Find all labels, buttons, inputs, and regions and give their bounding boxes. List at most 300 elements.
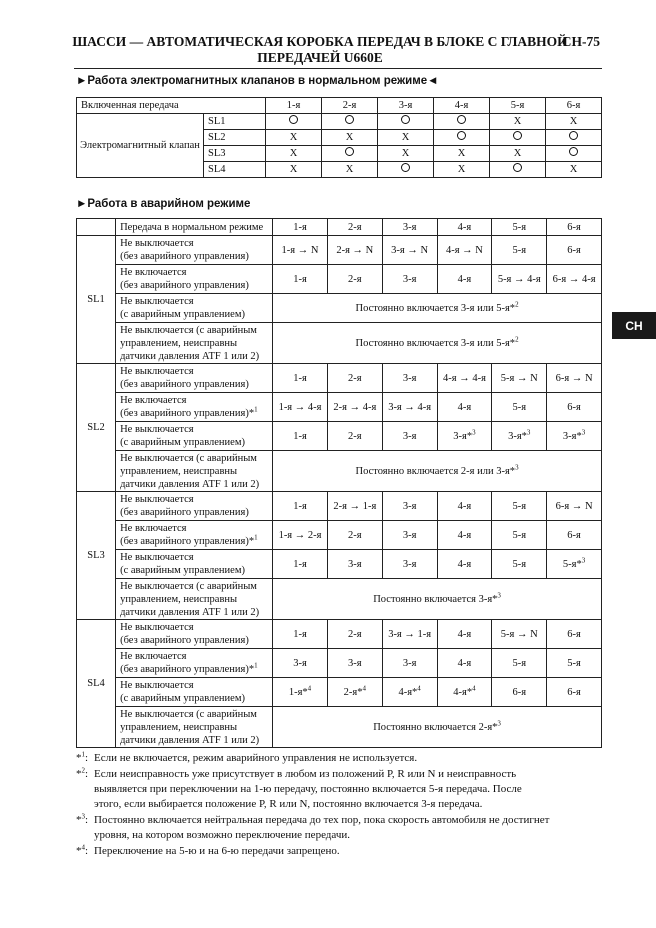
condition-line <box>120 593 270 606</box>
gear-header-cell: 1-я <box>273 219 328 236</box>
on-state-circle <box>569 131 578 140</box>
on-state-circle <box>345 147 354 156</box>
state-cell <box>322 130 378 146</box>
result-text: 3-я* <box>508 430 527 442</box>
result-cell <box>382 649 437 678</box>
result-text: 3-я* <box>453 430 473 442</box>
result-cell <box>327 550 382 579</box>
result-text: 1-я <box>293 558 307 570</box>
condition-line: Не выключается <box>120 552 194 563</box>
section1-title: ►Работа электромагнитных клапанов в нормальном режиме◄ <box>76 75 439 87</box>
state-cell <box>490 130 546 146</box>
gear-header-cell: 2-я <box>327 219 382 236</box>
result-cell <box>273 550 328 579</box>
footnote-text <box>94 844 606 859</box>
result-cell <box>327 265 382 294</box>
condition-line <box>120 535 270 548</box>
on-state-circle <box>457 131 466 140</box>
result-cell <box>273 265 328 294</box>
table-row <box>77 364 602 393</box>
footnote-text <box>94 813 606 843</box>
header-title-line1: ШАССИ — АВТОМАТИЧЕСКАЯ КОРОБКА ПЕРЕДАЧ В БЛОКЕ С ГЛАВНОЙ <box>72 34 568 49</box>
state-cell <box>266 130 322 146</box>
condition-line: Не выключается <box>120 424 194 435</box>
result-text: 1-я <box>293 628 307 640</box>
result-cell <box>437 265 492 294</box>
result-text: 2-я* <box>343 686 363 698</box>
result-text: 4-я <box>457 558 472 570</box>
result-cell <box>492 620 547 649</box>
condition-line: Не включается <box>120 395 187 406</box>
result-text: 4-я <box>457 628 472 640</box>
table-header-row <box>77 98 602 114</box>
condition-line <box>120 279 270 292</box>
footnote-marker <box>76 767 94 812</box>
condition-line: Не включается <box>120 523 187 534</box>
result-text: 4-я <box>457 273 472 285</box>
condition-cell <box>116 294 273 323</box>
condition-line: Не выключается (с аварийным <box>120 708 257 720</box>
result-text: 2-я → N <box>336 244 374 256</box>
gear-header-cell: 6-я <box>547 219 602 236</box>
result-text: 2-я <box>348 430 362 442</box>
condition-cell <box>116 451 273 492</box>
condition-text: (без аварийного управления)* <box>120 536 255 547</box>
result-text-sup: 3 <box>472 428 476 436</box>
footnote-number: 1 <box>81 750 85 759</box>
result-cell <box>547 265 602 294</box>
footnote-number: 2 <box>81 766 85 775</box>
state-cell <box>546 130 602 146</box>
condition-text: (без аварийного управления)* <box>120 664 255 675</box>
result-cell <box>547 393 602 422</box>
result-cell <box>492 678 547 707</box>
result-text: 5-я <box>512 657 527 669</box>
condition-cell <box>116 579 273 620</box>
solenoid-normal-table <box>76 97 602 178</box>
table-row <box>77 236 602 265</box>
span-result-cell <box>273 707 602 748</box>
result-cell <box>382 521 437 550</box>
condition-line <box>120 407 270 420</box>
on-state-circle <box>457 115 466 124</box>
result-text-sup: 4 <box>417 684 421 692</box>
off-state-x: X <box>401 148 410 159</box>
condition-text: управлением, неисправны <box>120 465 238 477</box>
condition-text-sup: 1 <box>254 661 258 670</box>
footnote-star: * <box>76 768 82 780</box>
result-cell <box>437 364 492 393</box>
valve-label: SL2 <box>77 364 116 492</box>
condition-text: (без аварийного управления) <box>120 507 249 518</box>
off-state-x: X <box>289 132 298 143</box>
condition-cell <box>116 265 273 294</box>
result-cell <box>382 393 437 422</box>
state-cell <box>490 162 546 178</box>
footnote-line: Если неисправность уже присутствует в любом из положений P, R или N и неисправность <box>94 768 517 780</box>
result-cell <box>437 492 492 521</box>
condition-text-sup: 1 <box>254 405 258 414</box>
result-cell <box>327 649 382 678</box>
result-text: 4-я → N <box>445 244 483 256</box>
condition-text: управлением, неисправны <box>120 337 238 349</box>
result-text: 1-я → 2-я <box>278 529 322 541</box>
span-result-text: Постоянно включается 3-я* <box>373 593 498 605</box>
result-text: 3-я → 1-я <box>388 628 432 640</box>
footnote-star: * <box>76 814 82 826</box>
condition-text: (с аварийным управлением) <box>120 437 245 448</box>
off-state-x: X <box>457 164 466 175</box>
result-cell <box>327 364 382 393</box>
condition-cell <box>116 323 273 364</box>
result-text: 2-я <box>348 628 362 640</box>
section-tab: CH <box>612 312 656 339</box>
result-text: 1-я <box>293 430 307 442</box>
span-result-text: Постоянно включается 2-я или 3-я* <box>355 465 516 477</box>
result-text: 5-я* <box>562 558 582 570</box>
result-cell <box>327 236 382 265</box>
span-result-text-sup: 3 <box>515 463 519 471</box>
gear-header-cell: 5-я <box>492 219 547 236</box>
condition-text: управлением, неисправны <box>120 593 238 605</box>
page-header-title <box>70 34 570 66</box>
table-row <box>77 620 602 649</box>
result-cell <box>327 393 382 422</box>
table-row <box>77 422 602 451</box>
span-result-cell <box>273 294 602 323</box>
condition-line: датчики давления ATF 1 или 2) <box>120 478 260 490</box>
state-cell <box>322 162 378 178</box>
condition-line <box>120 337 270 350</box>
on-state-circle <box>289 115 298 124</box>
condition-line <box>120 634 270 647</box>
result-cell <box>273 422 328 451</box>
on-state-circle <box>401 115 410 124</box>
result-text: 6-я <box>567 244 581 256</box>
condition-cell <box>116 620 273 649</box>
footnote-star: * <box>76 845 82 857</box>
table-row <box>77 114 602 130</box>
gear-header-cell: 6-я <box>546 98 602 114</box>
condition-text: (без аварийного управления) <box>120 379 249 390</box>
footnote <box>76 767 606 812</box>
span-result-cell <box>273 451 602 492</box>
result-text: 3-я <box>402 372 417 384</box>
result-text-sup: 4 <box>307 684 312 692</box>
result-text: 6-я → N <box>555 372 593 384</box>
condition-text-sup: 1 <box>254 533 258 542</box>
result-cell <box>382 364 437 393</box>
condition-line <box>120 692 270 705</box>
result-text: 1-я <box>293 500 307 512</box>
result-cell <box>273 678 328 707</box>
on-state-circle <box>345 115 354 124</box>
corner-cell <box>77 219 116 236</box>
condition-line <box>120 506 270 519</box>
state-cell <box>378 114 434 130</box>
valve-label: SL4 <box>77 620 116 748</box>
result-text-sup: 4 <box>472 684 476 692</box>
result-text: 3-я* <box>562 430 582 442</box>
table-row <box>77 492 602 521</box>
state-cell <box>322 146 378 162</box>
result-text: 1-я* <box>288 686 308 698</box>
result-text: 5-я <box>512 401 527 413</box>
result-text: 3-я <box>293 657 307 669</box>
result-text: 6-я <box>567 401 581 413</box>
on-state-circle <box>401 163 410 172</box>
table-row <box>77 323 602 364</box>
state-cell <box>266 146 322 162</box>
span-result-cell <box>273 323 602 364</box>
table-row <box>77 451 602 492</box>
result-cell <box>492 521 547 550</box>
result-cell <box>492 265 547 294</box>
condition-cell <box>116 550 273 579</box>
valve-label: SL3 <box>77 492 116 620</box>
result-text: 3-я <box>402 500 417 512</box>
result-cell <box>547 364 602 393</box>
result-cell <box>492 649 547 678</box>
result-text: 4-я <box>457 401 472 413</box>
result-cell <box>492 422 547 451</box>
footnote-marker <box>76 751 94 766</box>
gear-header-cell: 1-я <box>266 98 322 114</box>
table-header-cell: Передача в нормальном режиме <box>116 219 273 236</box>
footnote-text <box>94 751 606 766</box>
gear-header-cell: 3-я <box>378 98 434 114</box>
condition-text: (с аварийным управлением) <box>120 309 245 320</box>
condition-line <box>120 250 270 263</box>
result-cell <box>437 678 492 707</box>
condition-line <box>120 308 270 321</box>
footnote-colon: : <box>85 814 89 826</box>
gear-header-cell: 3-я <box>382 219 437 236</box>
off-state-x: X <box>401 132 410 143</box>
condition-line <box>120 721 270 734</box>
on-state-circle <box>513 131 522 140</box>
footnote-colon: : <box>85 752 89 764</box>
result-cell <box>327 678 382 707</box>
header-divider <box>74 68 602 69</box>
footnote-text <box>94 767 606 812</box>
result-text: 2-я <box>348 529 362 541</box>
condition-line: датчики давления ATF 1 или 2) <box>120 350 260 362</box>
result-cell <box>492 550 547 579</box>
footnote-number: 3 <box>81 812 85 821</box>
result-cell <box>437 550 492 579</box>
condition-line: Не выключается (с аварийным <box>120 580 257 592</box>
section2-title: ►Работа в аварийном режиме <box>76 198 251 210</box>
footnote-number: 4 <box>81 843 85 852</box>
result-cell <box>547 678 602 707</box>
result-text: 1-я → N <box>281 244 319 256</box>
condition-cell <box>116 707 273 748</box>
result-cell <box>547 422 602 451</box>
result-text: 3-я <box>402 657 417 669</box>
state-cell <box>546 146 602 162</box>
result-text: 2-я <box>348 273 362 285</box>
state-cell <box>434 162 490 178</box>
condition-cell <box>116 492 273 521</box>
condition-line: Не выключается (с аварийным <box>120 324 257 336</box>
result-text: 3-я <box>402 430 417 442</box>
footnote <box>76 844 606 859</box>
result-cell <box>547 236 602 265</box>
span-result-text-sup: 3 <box>497 719 501 727</box>
result-text: 4-я <box>457 657 472 669</box>
result-text: 4-я <box>457 500 472 512</box>
result-cell <box>273 649 328 678</box>
valve-label: SL2 <box>204 130 266 146</box>
valve-label: SL1 <box>77 236 116 364</box>
condition-line: Не выключается <box>120 366 194 377</box>
condition-line <box>120 436 270 449</box>
result-cell <box>273 492 328 521</box>
table-row <box>77 707 602 748</box>
state-cell <box>266 114 322 130</box>
result-text: 6-я <box>567 628 581 640</box>
condition-text: управлением, неисправны <box>120 721 238 733</box>
result-cell <box>382 620 437 649</box>
result-text: 5-я <box>512 529 527 541</box>
result-cell <box>273 236 328 265</box>
result-cell <box>492 364 547 393</box>
table-header-cell: Включенная передача <box>77 98 266 114</box>
result-text: 4-я → 4-я <box>443 372 486 384</box>
table-row <box>77 579 602 620</box>
result-text: 5-я <box>512 500 527 512</box>
result-text: 1-я <box>293 372 307 384</box>
result-cell <box>382 422 437 451</box>
table-header-row <box>77 219 602 236</box>
condition-line <box>120 378 270 391</box>
result-cell <box>547 620 602 649</box>
gear-header-cell: 4-я <box>437 219 492 236</box>
result-text: 5-я <box>512 244 527 256</box>
condition-line: датчики давления ATF 1 или 2) <box>120 606 260 618</box>
valve-label: SL4 <box>204 162 266 178</box>
condition-cell <box>116 521 273 550</box>
state-cell <box>434 146 490 162</box>
result-cell <box>273 620 328 649</box>
off-state-x: X <box>345 132 354 143</box>
page-number: CH-75 <box>561 34 600 49</box>
result-text: 2-я <box>348 372 362 384</box>
off-state-x: X <box>569 164 578 175</box>
off-state-x: X <box>513 148 522 159</box>
footnote <box>76 751 606 766</box>
result-text: 1-я <box>293 273 307 285</box>
span-result-text: Постоянно включается 2-я* <box>373 721 498 733</box>
gear-header-cell: 2-я <box>322 98 378 114</box>
result-cell <box>547 521 602 550</box>
condition-line: Не выключается <box>120 680 194 691</box>
result-text: 6-я <box>567 686 581 698</box>
result-text-sup: 4 <box>362 684 366 692</box>
result-cell <box>547 649 602 678</box>
state-cell <box>490 146 546 162</box>
result-cell <box>327 492 382 521</box>
footnote-line: Постоянно включается нейтральная передача до тех пор, пока скорость автомобиля не достигнет <box>94 814 550 826</box>
table-row <box>77 294 602 323</box>
condition-line: Не выключается (с аварийным <box>120 452 257 464</box>
result-text: 6-я <box>512 686 527 698</box>
table-row <box>77 550 602 579</box>
condition-line <box>120 663 270 676</box>
result-cell <box>437 393 492 422</box>
footnote-marker <box>76 813 94 843</box>
on-state-circle <box>569 147 578 156</box>
result-cell <box>327 620 382 649</box>
result-text: 3-я <box>402 529 417 541</box>
result-text: 3-я <box>402 273 417 285</box>
footnotes <box>76 751 606 860</box>
condition-line <box>120 564 270 577</box>
result-cell <box>382 678 437 707</box>
condition-cell <box>116 393 273 422</box>
table-row <box>77 649 602 678</box>
result-text: 3-я <box>348 657 362 669</box>
result-cell <box>492 393 547 422</box>
result-cell <box>273 393 328 422</box>
result-cell <box>437 521 492 550</box>
result-text: 2-я → 4-я <box>333 401 377 413</box>
solenoid-failsafe-table <box>76 218 602 748</box>
result-cell <box>273 364 328 393</box>
result-cell <box>547 492 602 521</box>
footnote-line: этого, если выбирается положение P, R или N, постоянно включается 3-я передача. <box>94 798 483 810</box>
table-row <box>77 265 602 294</box>
result-cell <box>437 236 492 265</box>
condition-cell <box>116 678 273 707</box>
span-result-cell <box>273 579 602 620</box>
result-text: 5-я → N <box>500 372 538 384</box>
state-cell <box>490 114 546 130</box>
span-result-text-sup: 3 <box>497 591 501 599</box>
off-state-x: X <box>289 148 298 159</box>
result-text: 5-я <box>567 657 581 669</box>
footnote-line: Если не включается, режим аварийного управления не используется. <box>94 752 418 764</box>
footnote-star: * <box>76 752 82 764</box>
result-text: 3-я → N <box>391 244 429 256</box>
condition-cell <box>116 422 273 451</box>
condition-line: Не выключается <box>120 238 194 249</box>
state-cell <box>546 162 602 178</box>
condition-line: Не выключается <box>120 296 194 307</box>
span-result-text: Постоянно включается 3-я или 5-я* <box>355 337 516 349</box>
result-cell <box>547 550 602 579</box>
row-group-label: Электромагнитный клапан <box>77 114 204 178</box>
result-text: 3-я <box>348 558 362 570</box>
off-state-x: X <box>289 164 298 175</box>
header-title-line2: ПЕРЕДАЧЕЙ U660E <box>257 50 383 65</box>
result-cell <box>382 550 437 579</box>
condition-line: Не включается <box>120 267 187 278</box>
span-result-text-sup: 2 <box>515 335 519 343</box>
result-text: 5-я → N <box>500 628 538 640</box>
state-cell <box>378 130 434 146</box>
condition-cell <box>116 649 273 678</box>
table-row <box>77 678 602 707</box>
result-text: 6-я → 4-я <box>552 273 596 285</box>
on-state-circle <box>513 163 522 172</box>
condition-line: Не выключается <box>120 622 194 633</box>
result-cell <box>382 492 437 521</box>
table-row <box>77 393 602 422</box>
state-cell <box>378 162 434 178</box>
state-cell <box>546 114 602 130</box>
